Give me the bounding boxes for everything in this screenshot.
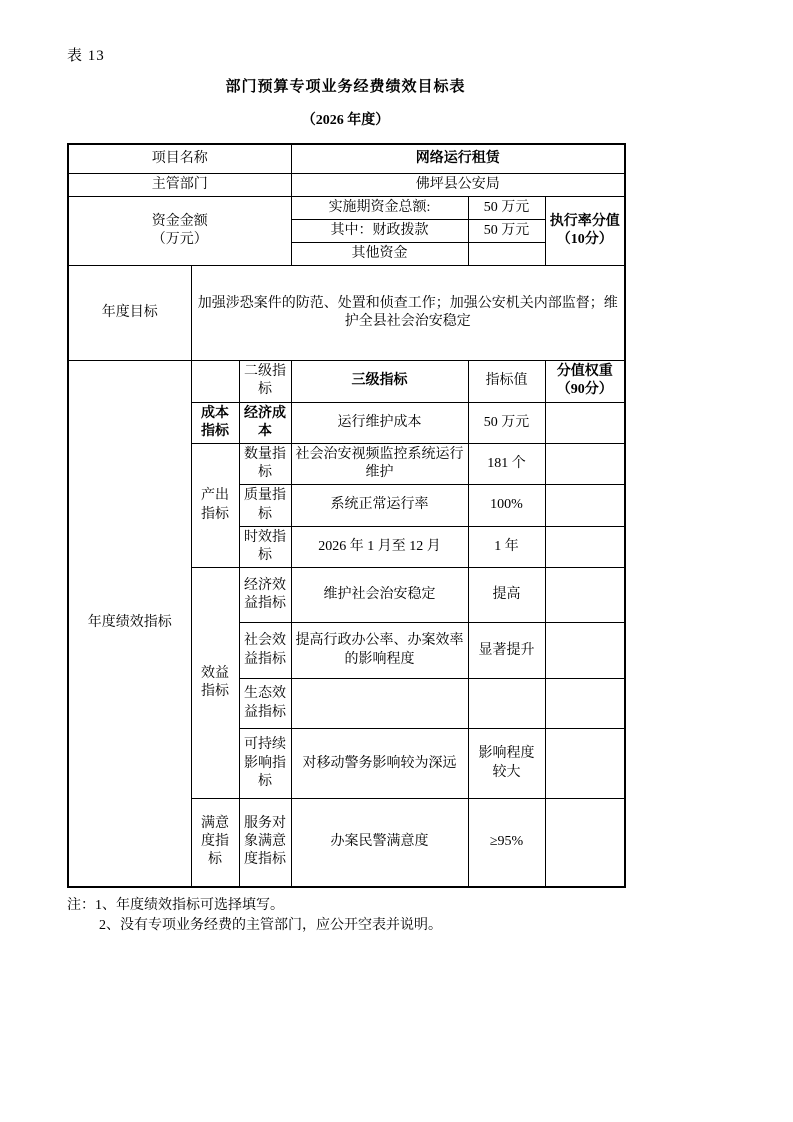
footnote-1: 注：1、年度绩效指标可选择填写。 — [67, 897, 284, 913]
output-time-level3: 2026 年 1 月至 12 月 — [291, 526, 468, 567]
output-qty-value: 181 个 — [468, 444, 545, 485]
group-satisfaction-label: 满意度指标 — [191, 799, 239, 887]
department-value: 佛坪县公安局 — [291, 173, 625, 196]
header-weight: 分值权重（90分） — [545, 361, 625, 402]
fund-amount-label-line1: 资金金额 — [151, 213, 208, 229]
department-label: 主管部门 — [68, 173, 291, 196]
output-time-weight — [545, 526, 625, 567]
footnotes — [67, 896, 624, 937]
benefit-social-weight — [545, 623, 625, 679]
benefit-sustain-value: 影响程度较大 — [468, 729, 545, 799]
benefit-eco-level3 — [291, 679, 468, 729]
project-name-value: 网络运行租赁 — [291, 144, 625, 173]
benefit-sustain-weight — [545, 729, 625, 799]
header-level2: 二级指标 — [239, 361, 291, 402]
fund-other-value — [468, 243, 545, 266]
page-subtitle: （2026 年度） — [301, 113, 390, 128]
benefit-econ-level3: 维护社会治安稳定 — [291, 568, 468, 623]
benefit-social-level3: 提高行政办公率、办案效率的影响程度 — [291, 623, 468, 679]
output-qty-weight — [545, 444, 625, 485]
satisfaction-level2: 服务对象满意度指标 — [239, 799, 291, 887]
fund-fiscal-value: 50 万元 — [468, 219, 545, 242]
annual-goal-label: 年度目标 — [68, 266, 191, 361]
benefit-sustain-level3: 对移动警务影响较为深远 — [291, 729, 468, 799]
table-row — [68, 173, 625, 196]
fund-total-value: 50 万元 — [468, 196, 545, 219]
output-quality-level2: 质量指标 — [239, 485, 291, 526]
benefit-sustain-level2: 可持续影响指标 — [239, 729, 291, 799]
benefit-eco-level2: 生态效益指标 — [239, 679, 291, 729]
document-content — [67, 44, 624, 936]
project-name-label: 项目名称 — [68, 144, 291, 173]
table-row — [68, 266, 625, 361]
cost-econ-value: 50 万元 — [468, 402, 545, 443]
table-row — [68, 196, 625, 219]
fund-other-label: 其他资金 — [291, 243, 468, 266]
benefit-econ-level2: 经济效益指标 — [239, 568, 291, 623]
benefit-social-level2: 社会效益指标 — [239, 623, 291, 679]
benefit-econ-value: 提高 — [468, 568, 545, 623]
header-level1-cell — [191, 361, 239, 402]
header-level3: 三级指标 — [291, 361, 468, 402]
output-quality-weight — [545, 485, 625, 526]
cost-econ-level2: 经济成本 — [239, 402, 291, 443]
indicator-header-row — [68, 361, 625, 402]
benefit-econ-weight — [545, 568, 625, 623]
cost-econ-level3: 运行维护成本 — [291, 402, 468, 443]
execution-rate-score-label: 执行率分值（10分） — [545, 196, 625, 266]
page-title: 部门预算专项业务经费绩效目标表 — [225, 79, 466, 95]
cost-econ-weight — [545, 402, 625, 443]
annual-performance-label: 年度绩效指标 — [68, 361, 191, 887]
performance-target-table — [67, 143, 626, 888]
header-value: 指标值 — [468, 361, 545, 402]
table-row — [68, 144, 625, 173]
satisfaction-level3: 办案民警满意度 — [291, 799, 468, 887]
benefit-social-value: 显著提升 — [468, 623, 545, 679]
footnote-2: 2、没有专项业务经费的主管部门，应公开空表并说明。 — [99, 917, 442, 933]
group-benefit-label: 效益指标 — [191, 568, 239, 799]
output-time-level2: 时效指标 — [239, 526, 291, 567]
table-number-label: 表 13 — [67, 48, 105, 64]
output-qty-level3: 社会治安视频监控系统运行维护 — [291, 444, 468, 485]
fund-amount-label — [68, 196, 291, 266]
annual-goal-content: 加强涉恐案件的防范、处置和侦查工作；加强公安机关内部监督；维护全县社会治安稳定 — [191, 266, 625, 361]
output-quality-value: 100% — [468, 485, 545, 526]
benefit-eco-weight — [545, 679, 625, 729]
satisfaction-weight — [545, 799, 625, 887]
satisfaction-value: ≥95% — [468, 799, 545, 887]
fund-fiscal-label: 其中：财政拨款 — [291, 219, 468, 242]
group-cost-label: 成本指标 — [191, 402, 239, 443]
fund-amount-label-line2: （万元） — [151, 231, 208, 247]
output-qty-level2: 数量指标 — [239, 444, 291, 485]
output-time-value: 1 年 — [468, 526, 545, 567]
fund-total-label: 实施期资金总额: — [291, 196, 468, 219]
group-output-label: 产出指标 — [191, 444, 239, 568]
output-quality-level3: 系统正常运行率 — [291, 485, 468, 526]
benefit-eco-value — [468, 679, 545, 729]
